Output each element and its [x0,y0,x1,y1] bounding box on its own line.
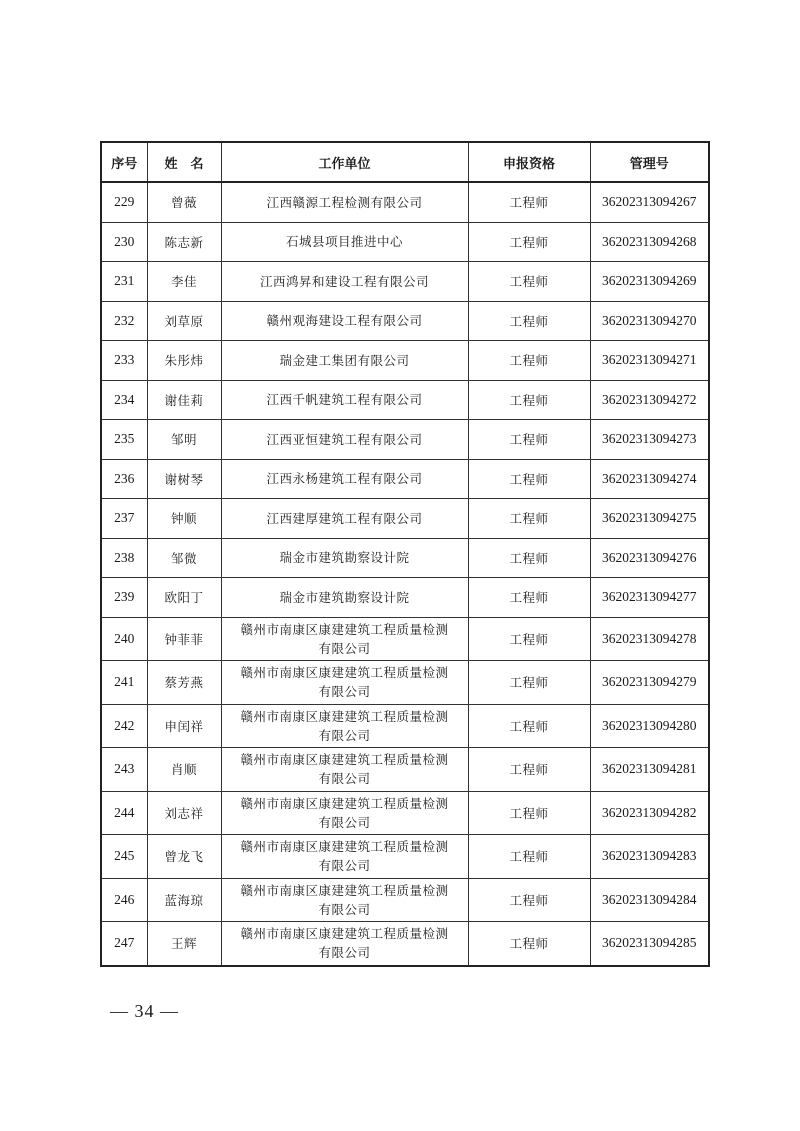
row-org [221,661,468,705]
row-org [221,182,468,222]
row-id: 36202313094283 [590,835,709,879]
row-org-line: 瑞金市建筑勘察设计院 [279,550,410,566]
header-row [101,142,709,182]
row-name: 欧阳丁 [147,578,221,618]
row-name: 蔡芳燕 [147,661,221,705]
row-org-line: 有限公司 [318,727,371,743]
row-id: 36202313094284 [590,878,709,922]
row-seq: 231 [101,262,147,302]
row-qualification: 工程师 [468,617,590,661]
row-qualification: 工程师 [468,878,590,922]
row-name: 谢佳莉 [147,380,221,420]
row-org-line: 石城县项目推进中心 [285,234,403,250]
row-id: 36202313094278 [590,617,709,661]
row-org [221,704,468,748]
row-org-line: 江西亚恒建筑工程有限公司 [266,431,423,447]
row-qualification: 工程师 [468,704,590,748]
table-row [101,922,709,966]
row-name: 王辉 [147,922,221,966]
row-org [221,538,468,578]
row-org-line: 瑞金市建筑勘察设计院 [279,589,410,605]
row-org-line: 赣州市南康区康建建筑工程质量检测 [240,926,449,942]
row-name: 李佳 [147,262,221,302]
row-org-line: 赣州市南康区康建建筑工程质量检测 [240,882,449,898]
row-org-line: 有限公司 [318,858,371,874]
row-id: 36202313094271 [590,341,709,381]
table-row [101,222,709,262]
row-seq: 247 [101,922,147,966]
row-qualification: 工程师 [468,578,590,618]
row-org-line: 江西千帆建筑工程有限公司 [266,392,423,408]
row-org [221,748,468,792]
row-name: 肖顺 [147,748,221,792]
row-org-line: 瑞金建工集团有限公司 [279,352,410,368]
row-name: 陈志新 [147,222,221,262]
row-org-line: 有限公司 [318,684,371,700]
row-seq: 234 [101,380,147,420]
row-qualification: 工程师 [468,420,590,460]
row-id: 36202313094267 [590,182,709,222]
table-row [101,538,709,578]
row-qualification: 工程师 [468,922,590,966]
row-name: 刘志祥 [147,791,221,835]
table-row [101,499,709,539]
header-qualification: 申报资格 [468,142,590,182]
row-qualification: 工程师 [468,182,590,222]
row-seq: 233 [101,341,147,381]
row-org [221,578,468,618]
row-name: 钟菲菲 [147,617,221,661]
row-qualification: 工程师 [468,301,590,341]
table-row [101,262,709,302]
row-id: 36202313094274 [590,459,709,499]
row-org [221,922,468,966]
row-seq: 239 [101,578,147,618]
table-row [101,380,709,420]
row-seq: 243 [101,748,147,792]
row-org-line: 有限公司 [318,771,371,787]
row-org [221,222,468,262]
row-name: 邹微 [147,538,221,578]
row-qualification: 工程师 [468,538,590,578]
row-org [221,262,468,302]
row-name: 朱彤炜 [147,341,221,381]
row-name: 刘草原 [147,301,221,341]
row-org-line: 有限公司 [318,901,371,917]
row-org-line: 赣州市南康区康建建筑工程质量检测 [240,752,449,768]
row-seq: 235 [101,420,147,460]
table-body [101,182,709,966]
row-seq: 230 [101,222,147,262]
table-row [101,420,709,460]
table-row [101,301,709,341]
header-org: 工作单位 [221,142,468,182]
row-org [221,791,468,835]
row-id: 36202313094269 [590,262,709,302]
row-qualification: 工程师 [468,748,590,792]
row-seq: 236 [101,459,147,499]
row-seq: 240 [101,617,147,661]
row-seq: 238 [101,538,147,578]
row-org [221,301,468,341]
table-row [101,661,709,705]
row-seq: 244 [101,791,147,835]
row-org-line: 赣州市南康区康建建筑工程质量检测 [240,665,449,681]
row-org [221,420,468,460]
row-seq: 229 [101,182,147,222]
row-id: 36202313094281 [590,748,709,792]
row-qualification: 工程师 [468,222,590,262]
row-id: 36202313094268 [590,222,709,262]
table-row [101,704,709,748]
row-id: 36202313094282 [590,791,709,835]
table-row [101,617,709,661]
row-qualification: 工程师 [468,262,590,302]
table-row [101,791,709,835]
row-seq: 246 [101,878,147,922]
table-header [101,142,709,182]
table-row [101,578,709,618]
header-id: 管理号 [590,142,709,182]
row-org-line: 江西鸿昇和建设工程有限公司 [259,273,429,289]
row-qualification: 工程师 [468,459,590,499]
header-seq: 序号 [101,142,147,182]
row-qualification: 工程师 [468,341,590,381]
row-org [221,459,468,499]
row-org-line: 赣州市南康区康建建筑工程质量检测 [240,621,449,637]
row-qualification: 工程师 [468,661,590,705]
row-org [221,835,468,879]
header-name: 姓 名 [147,142,221,182]
row-id: 36202313094272 [590,380,709,420]
row-qualification: 工程师 [468,835,590,879]
row-name: 钟顺 [147,499,221,539]
row-id: 36202313094273 [590,420,709,460]
row-org-line: 有限公司 [318,814,371,830]
personnel-table [100,141,710,967]
row-org-line: 江西永杨建筑工程有限公司 [266,471,423,487]
row-org-line: 赣州市南康区康建建筑工程质量检测 [240,795,449,811]
table-row [101,835,709,879]
row-org-line: 有限公司 [318,640,371,656]
row-org-line: 赣州市南康区康建建筑工程质量检测 [240,708,449,724]
row-id: 36202313094275 [590,499,709,539]
row-org [221,617,468,661]
row-org [221,380,468,420]
row-org-line: 有限公司 [318,945,371,961]
row-org-line: 江西建厚建筑工程有限公司 [266,510,423,526]
row-id: 36202313094279 [590,661,709,705]
table-row [101,459,709,499]
row-name: 申闰祥 [147,704,221,748]
row-qualification: 工程师 [468,499,590,539]
row-name: 蓝海琼 [147,878,221,922]
table-row [101,182,709,222]
row-name: 曾薇 [147,182,221,222]
row-org-line: 江西赣源工程检测有限公司 [266,194,423,210]
row-id: 36202313094276 [590,538,709,578]
row-org-line: 赣州市南康区康建建筑工程质量检测 [240,839,449,855]
row-seq: 242 [101,704,147,748]
row-id: 36202313094277 [590,578,709,618]
row-org [221,878,468,922]
row-id: 36202313094280 [590,704,709,748]
page-number: — 34 — [110,1001,179,1021]
row-org [221,341,468,381]
row-org-line: 赣州观海建设工程有限公司 [266,313,423,329]
table-row [101,748,709,792]
row-qualification: 工程师 [468,380,590,420]
table-row [101,878,709,922]
row-name: 谢树琴 [147,459,221,499]
row-name: 邹明 [147,420,221,460]
row-qualification: 工程师 [468,791,590,835]
row-org [221,499,468,539]
table-row [101,341,709,381]
row-name: 曾龙飞 [147,835,221,879]
row-id: 36202313094285 [590,922,709,966]
row-seq: 237 [101,499,147,539]
row-seq: 232 [101,301,147,341]
row-id: 36202313094270 [590,301,709,341]
row-seq: 241 [101,661,147,705]
row-seq: 245 [101,835,147,879]
